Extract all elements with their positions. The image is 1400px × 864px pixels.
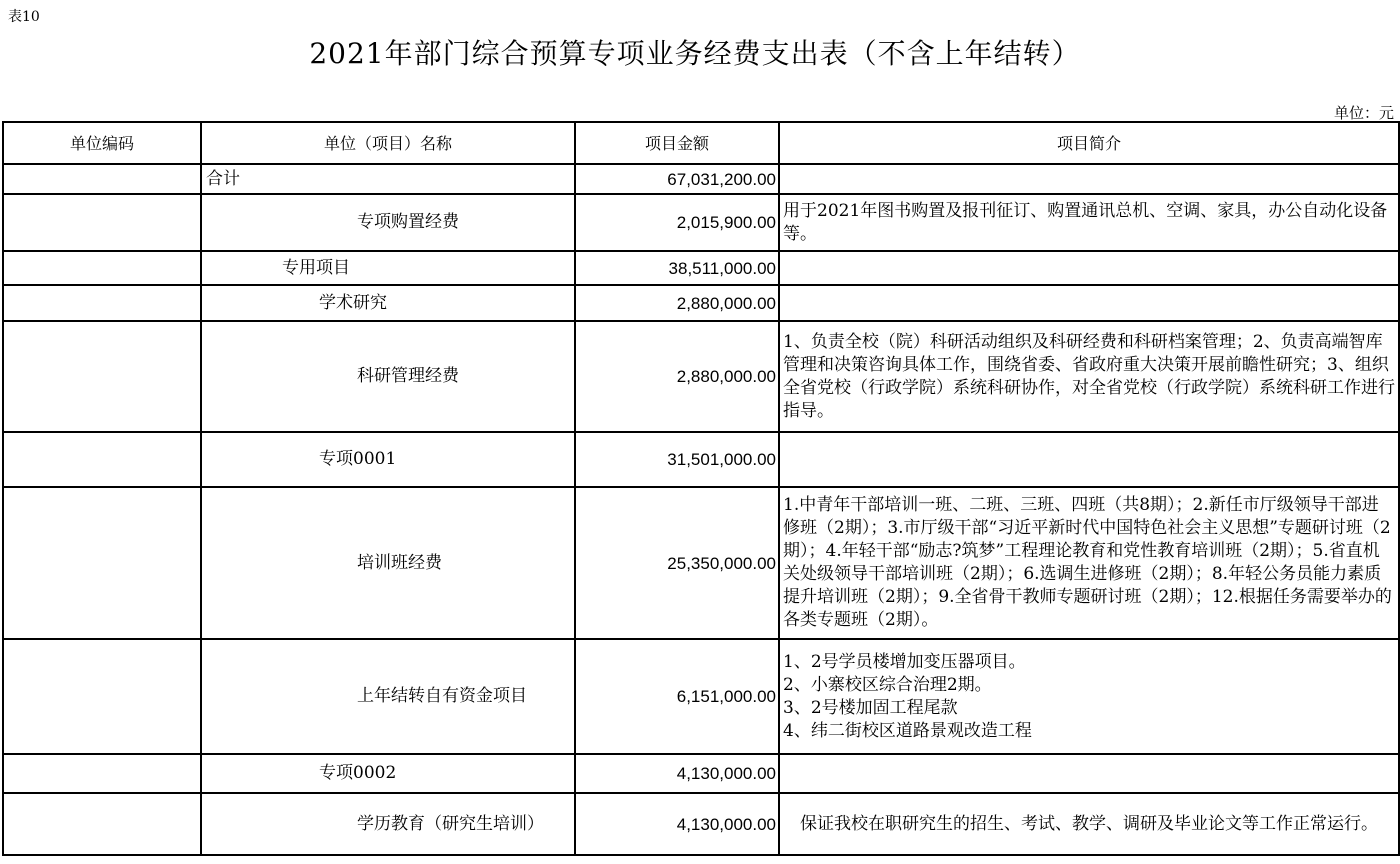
project-name-cell: 专项购置经费	[201, 194, 575, 251]
table-row	[3, 194, 1399, 251]
description-cell	[779, 432, 1399, 487]
description-cell: 保证我校在职研究生的招生、考试、教学、调研及毕业论文等工作正常运行。	[779, 793, 1399, 855]
project-name-cell: 培训班经费	[201, 487, 575, 639]
unit-code-cell	[3, 754, 201, 793]
unit-label: 单位：元	[1333, 104, 1394, 122]
project-name-cell: 专项0002	[201, 754, 575, 793]
table-row	[3, 285, 1399, 321]
table-row	[3, 321, 1399, 432]
budget-table	[2, 121, 1400, 856]
description-cell	[779, 251, 1399, 285]
unit-code-cell	[3, 251, 201, 285]
unit-code-cell	[3, 793, 201, 855]
description-line: 4、纬二街校区道路景观改造工程	[783, 720, 1032, 741]
description-cell	[779, 164, 1399, 194]
amount-cell: 6,151,000.00	[575, 639, 779, 754]
column-header-code: 单位编码	[3, 122, 201, 164]
project-name-cell: 学历教育（研究生培训）	[201, 793, 575, 855]
description-line: 1、2号学员楼增加变压器项目。	[783, 651, 1026, 672]
table-row	[3, 164, 1399, 194]
project-name-cell: 专用项目	[201, 251, 575, 285]
project-name-cell: 合计	[201, 164, 575, 194]
table-row	[3, 793, 1399, 855]
amount-cell: 25,350,000.00	[575, 487, 779, 639]
project-name-cell: 专项0001	[201, 432, 575, 487]
unit-code-cell	[3, 639, 201, 754]
column-header-description: 项目简介	[779, 122, 1399, 164]
unit-code-cell	[3, 321, 201, 432]
project-name-cell: 上年结转自有资金项目	[201, 639, 575, 754]
table-row	[3, 487, 1399, 639]
description-cell	[779, 639, 1399, 754]
amount-cell: 31,501,000.00	[575, 432, 779, 487]
unit-code-cell	[3, 432, 201, 487]
description-cell: 1、负责全校（院）科研活动组织及科研经费和科研档案管理；2、负责高端智库管理和决策咨询具体工作，围绕省委、省政府重大决策开展前瞻性研究；3、组织全省党校（行政学院）系统科研协作，对全省党校（行政学院）系统科研工作进行指导。	[779, 321, 1399, 432]
amount-cell: 4,130,000.00	[575, 754, 779, 793]
description-line: 3、2号楼加固工程尾款	[783, 697, 958, 718]
amount-cell: 38,511,000.00	[575, 251, 779, 285]
table-number: 表10	[8, 9, 40, 25]
column-header-name: 单位（项目）名称	[201, 122, 575, 164]
amount-cell: 2,880,000.00	[575, 285, 779, 321]
description-cell: 1.中青年干部培训一班、二班、三班、四班（共8期）；2.新任市厅级领导干部进修班（2期）；3.市厅级干部“习近平新时代中国特色社会主义思想”专题研讨班（2期）；4.年轻干部“励志?筑梦”工程理论教育和党性教育培训班（2期）；5.省直机关处级领导干部培训班（2期）；6.选调生进修班（2期）；8.年轻公务员能力素质提升培训班（2期）；9.全省骨干教师专题研讨班（2期）；12.根据任务需要举办的各类专题班（2期）。	[779, 487, 1399, 639]
amount-cell: 2,015,900.00	[575, 194, 779, 251]
table-row	[3, 639, 1399, 754]
unit-code-cell	[3, 164, 201, 194]
description-cell	[779, 754, 1399, 793]
description-cell	[779, 285, 1399, 321]
description-cell: 用于2021年图书购置及报刊征订、购置通讯总机、空调、家具，办公自动化设备等。	[779, 194, 1399, 251]
column-header-amount: 项目金额	[575, 122, 779, 164]
description-line: 2、小寨校区综合治理2期。	[783, 674, 992, 695]
table-row	[3, 754, 1399, 793]
amount-cell: 2,880,000.00	[575, 321, 779, 432]
unit-code-cell	[3, 487, 201, 639]
project-name-cell: 科研管理经费	[201, 321, 575, 432]
amount-cell: 67,031,200.00	[575, 164, 779, 194]
table-row	[3, 432, 1399, 487]
page-title: 2021年部门综合预算专项业务经费支出表（不含上年结转）	[309, 37, 1081, 70]
unit-code-cell	[3, 194, 201, 251]
table-row	[3, 251, 1399, 285]
unit-code-cell	[3, 285, 201, 321]
table-header-row	[3, 122, 1399, 164]
amount-cell: 4,130,000.00	[575, 793, 779, 855]
project-name-cell: 学术研究	[201, 285, 575, 321]
